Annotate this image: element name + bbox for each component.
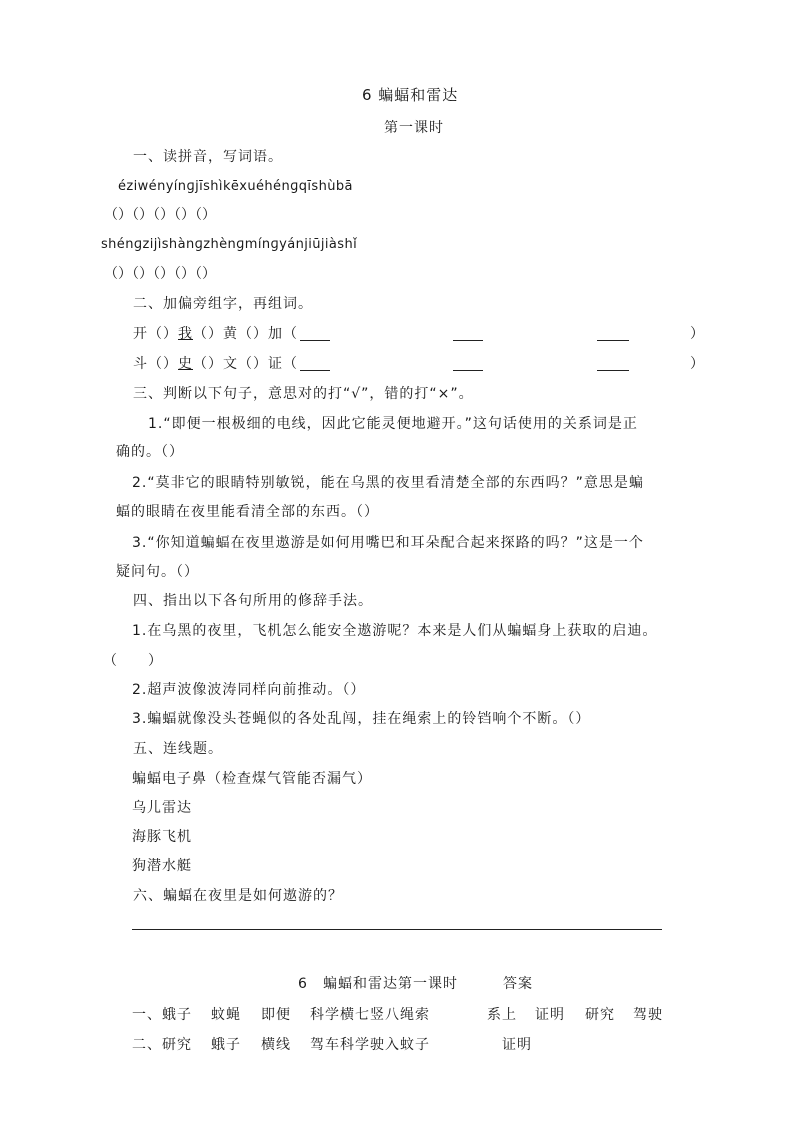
radical-row-2-close: ） [690,356,705,372]
radical-row-1-underlined: 我 [178,326,193,342]
answer-item: 二、研究 [132,1037,192,1053]
divider [132,929,662,930]
rhetoric-question-2: 2.超声波像波涛同样向前推动。（） [132,682,366,698]
answer-item: 系上 [487,1007,517,1023]
blank-line [453,340,483,341]
blank-line [453,370,483,371]
page-title: 6 蝙蝠和雷达 [362,86,459,104]
page-subtitle: 第一课时 [384,120,444,136]
answer-item: 科学横七竖八绳索 [310,1007,430,1023]
radical-row-2 [133,355,298,373]
rhetoric-question-1-line-1: 1.在乌黑的夜里，飞机怎么能安全遨游呢？本来是人们从蝙蝠身上获取的启迪。 [132,623,658,639]
radical-row-1-rest: （）黄（）加（ [193,326,298,342]
section-6-heading: 六、蝙蝠在夜里是如何遨游的？ [133,888,343,904]
match-item: 蝙蝠电子鼻（检查煤气管能否漏气） [132,771,372,787]
judge-question-1-line-1: 1.“即便一根极细的电线，因此它能灵便地避开。”这句话使用的关系词是正 [148,416,638,432]
pinyin-line-1: éziwényínɡjīshìkēxuéhénɡqīshùbā [118,179,353,194]
answer-brackets-2: （）（）（）（）（） [104,266,216,282]
section-1-heading: 一、读拼音，写词语。 [133,149,283,165]
answer-item: 证明 [502,1037,532,1053]
judge-question-2-line-2: 蝠的眼睛在夜里能看清全部的东西。（） [116,504,379,520]
answer-item: 蛾子 [211,1037,241,1053]
match-item: 狗潜水艇 [132,858,192,874]
section-5-heading: 五、连线题。 [133,741,223,757]
radical-row-1 [133,325,298,343]
radical-row-1-start: 开（） [133,326,178,342]
section-4-heading: 四、指出以下各句所用的修辞手法。 [133,593,373,609]
match-item: 乌儿雷达 [132,800,192,816]
answer-item: 研究 [585,1007,615,1023]
answers-title-number: 6 [298,976,308,992]
blank-line [300,340,330,341]
radical-row-2-rest: （）文（）证（ [193,356,298,372]
rhetoric-question-1-line-2: （ ） [103,653,163,669]
radical-row-1-close: ） [690,326,705,342]
radical-row-2-underlined: 史 [178,356,193,372]
pinyin-line-2: shénɡzijìshànɡzhènɡmínɡyánjiūjiàshǐ [101,237,358,252]
answer-item: 驾驶 [633,1007,663,1023]
answer-item: 证明 [535,1007,565,1023]
blank-line [300,370,330,371]
rhetoric-question-3: 3.蝙蝠就像没头苍蝇似的各处乱闯，挂在绳索上的铃铛响个不断。（） [132,711,591,727]
answer-brackets-1: （）（）（）（）（） [104,207,216,223]
judge-question-3-line-1: 3.“你知道蝙蝠在夜里遨游是如何用嘴巴和耳朵配合起来探路的吗？”这是一个 [132,535,644,551]
section-2-heading: 二、加偏旁组字，再组词。 [133,296,313,312]
match-item: 海豚飞机 [132,829,192,845]
answers-label: 答案 [503,976,533,992]
answer-item: 横线 [261,1037,291,1053]
judge-question-1-line-2: 确的。（） [116,444,184,460]
answer-item: 驾车科学驶入蚊子 [310,1037,430,1053]
section-3-heading: 三、判断以下句子，意思对的打“√”，错的打“×”。 [133,386,474,402]
answer-item: 即便 [261,1007,291,1023]
answer-item: 一、蛾子 [132,1007,192,1023]
answer-item: 蚊蝇 [211,1007,241,1023]
blank-line [597,340,629,341]
blank-line [597,370,629,371]
radical-row-2-start: 斗（） [133,356,178,372]
answers-title: 蝙蝠和雷达第一课时 [323,976,458,992]
judge-question-3-line-2: 疑问句。（） [116,564,199,580]
judge-question-2-line-1: 2.“莫非它的眼睛特别敏锐，能在乌黑的夜里看清楚全部的东西吗？”意思是蝙 [132,475,644,491]
